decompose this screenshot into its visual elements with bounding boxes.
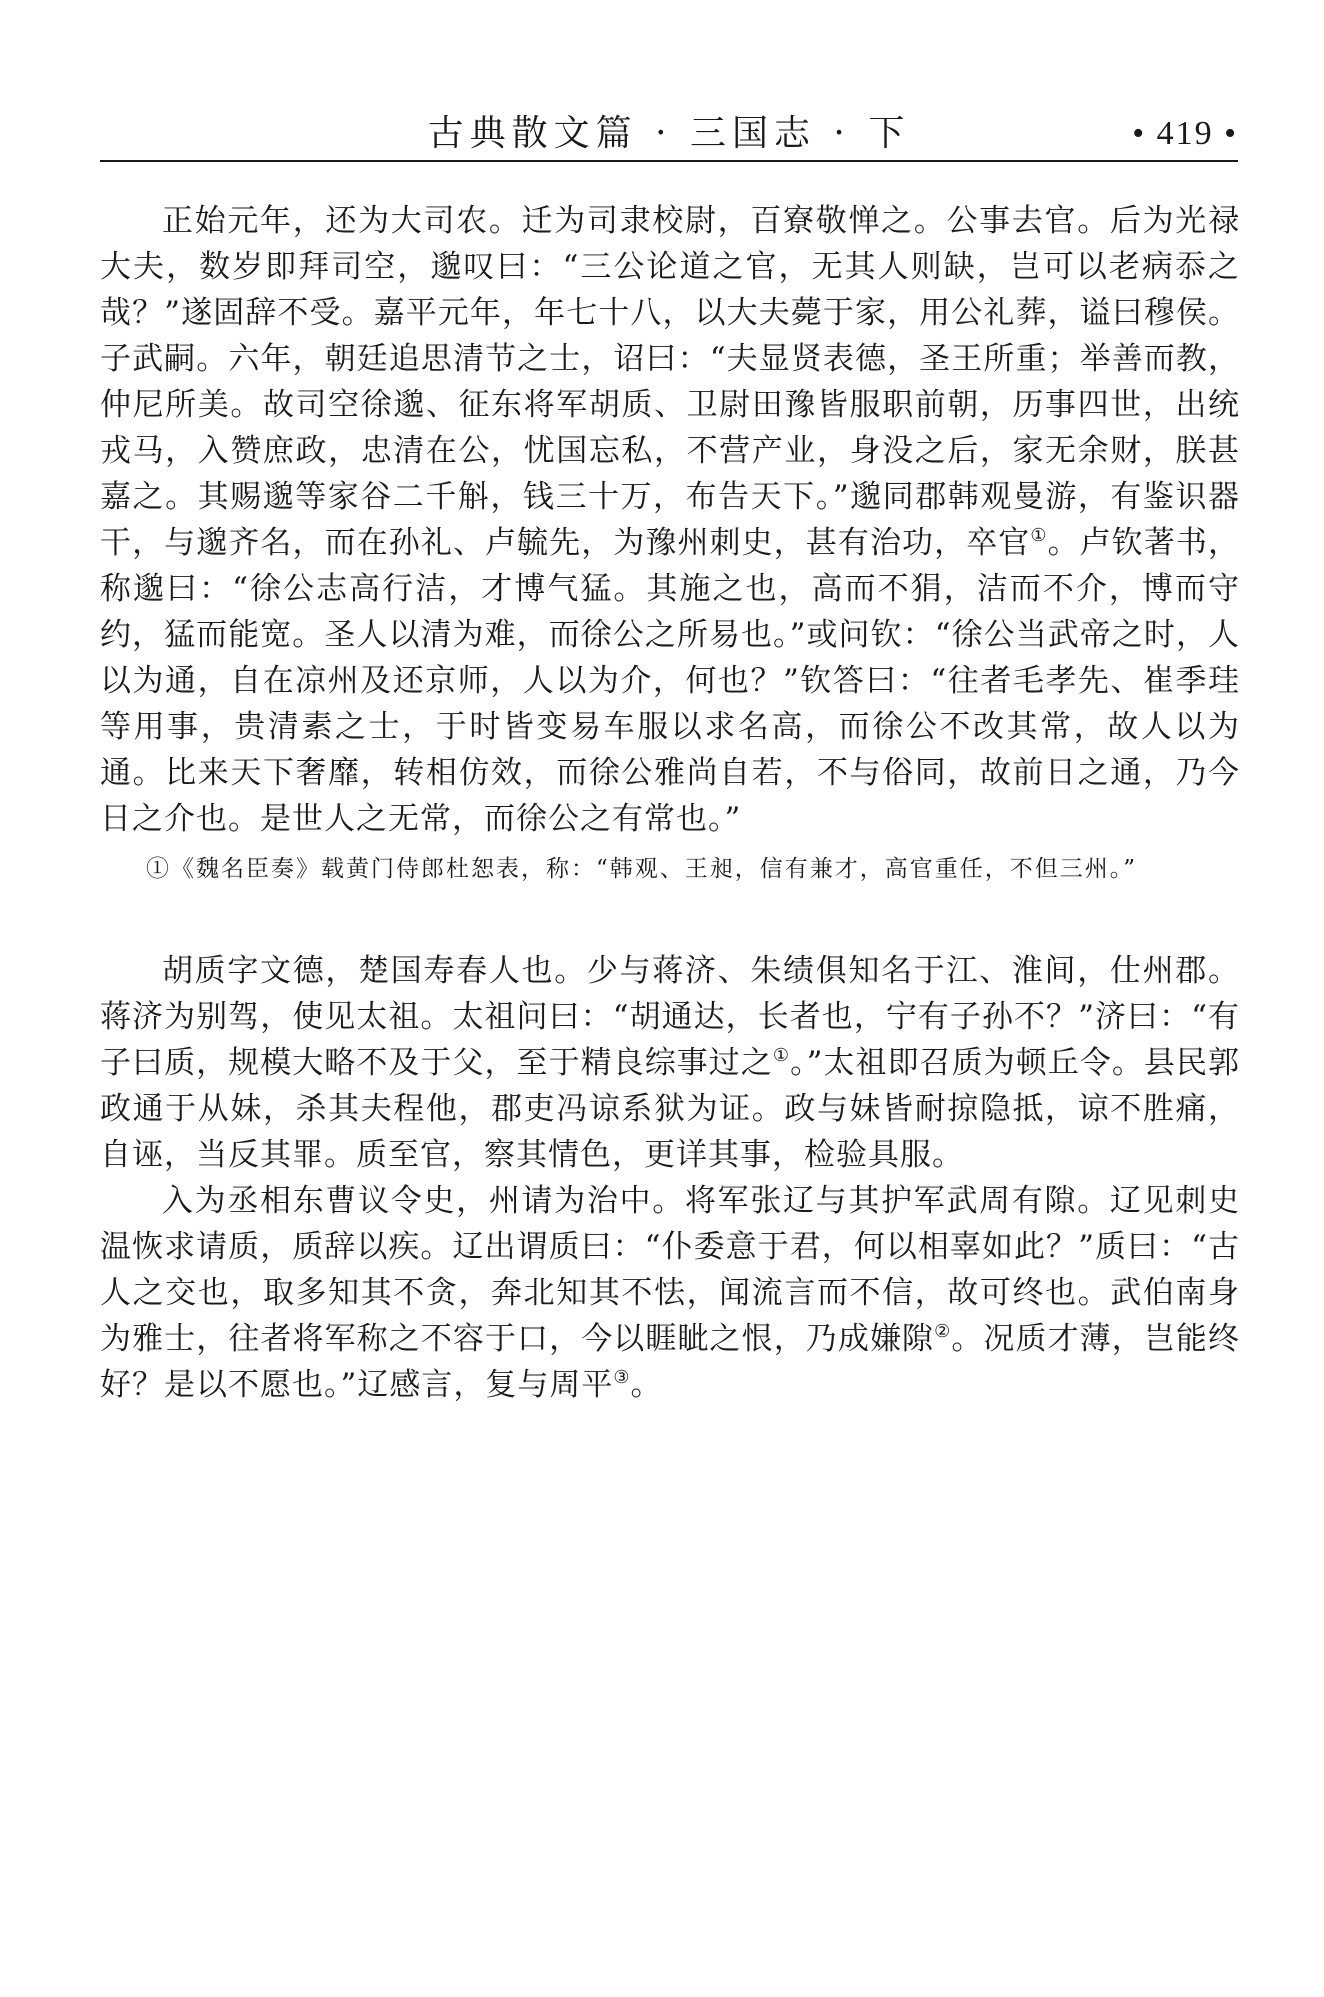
paragraph-xu-miao-biography (100, 198, 1240, 842)
running-header-title: 古典散文篇 · 三国志 · 下 (427, 113, 911, 154)
paragraph-text: 。卢钦著书，称邈曰：“徐公志高行洁，才博气猛。其施之也，高而不狷，洁而不介，博而守约，猛而能宽。圣人以清为难，而徐公之所易也。”或问钦：“徐公当武帝之时，人以为通，自在凉州及还京师，人以为介，何也？”钦答曰：“往者毛孝先、崔季珪等用事，贵清素之士，于时皆变易车服以求名高，而徐公不改其常，故人以为通。比来天下奢靡，转相仿效，而徐公雅尚自若，不与俗同，故前日之通，乃今日之介也。是世人之无常，而徐公之有常也。” (100, 525, 1241, 837)
paragraph-hu-zhi-intro (100, 948, 1240, 1178)
paragraph-text: 胡质字文德，楚国寿春人也。少与蒋济、朱绩俱知名于江、淮间，仕州郡。蒋济为别驾，使见太祖。太祖问曰：“胡通达，长者也，宁有子孙不？”济曰：“有子曰质，规模大略不及于父，至于精良综事过之 (100, 953, 1240, 1081)
footnote-reference: ① (1030, 525, 1048, 546)
section-gap (100, 890, 1240, 948)
footnote-reference: ③ (613, 1367, 631, 1388)
footnote-reference: ② (934, 1321, 952, 1342)
paragraph-text: 。况质才薄，岂能终好？是以不愿也。”辽感言，复与周平 (100, 1321, 1240, 1403)
paragraph-text: 正始元年，还为大司农。迁为司隶校尉，百寮敬惮之。公事去官。后为光禄大夫，数岁即拜司空，邈叹曰：“三公论道之官，无其人则缺，岂可以老病忝之哉？”遂固辞不受。嘉平元年，年七十八，以大夫薨于家，用公礼葬，谥曰穆侯。子武嗣。六年，朝廷追思清节之士，诏曰：“夫显贤表德，圣王所重；举善而教，仲尼所美。故司空徐邈、征东将军胡质、卫尉田豫皆服职前朝，历事四世，出统戎马，入赞庶政，忠清在公，忧国忘私，不营产业，身没之后，家无余财，朕甚嘉之。其赐邈等家谷二千斛，钱三十万，布告天下。”邈同郡韩观曼游，有鉴识器干，与邈齐名，而在孙礼、卢毓先，为豫州刺史，甚有治功，卒官 (100, 203, 1240, 561)
paragraph-zhang-liao (100, 1178, 1240, 1408)
footnote: ①《魏名臣奏》载黄门侍郎杜恕表，称：“韩观、王昶，信有兼才，高官重任，不但三州。” (146, 856, 1138, 882)
body-text (100, 198, 1240, 1408)
paragraph-text: 。”太祖即召质为顿丘令。县民郭政通于从妹，杀其夫程他，郡吏冯谅系狱为证。政与妹皆耐掠隐抵，谅不胜痛，自诬，当反其罪。质至官，察其情色，更详其事，检验具服。 (100, 1045, 1240, 1173)
page-number: • 419 • (1132, 115, 1238, 152)
paragraph-text: 入为丞相东曹议令史，州请为治中。将军张辽与其护军武周有隙。辽见刺史温恢求请质，质辞以疾。辽出谓质曰：“仆委意于君，何以相辜如此？”质曰：“古人之交也，取多知其不贪，奔北知其不怯，闻流言而不信，故可终也。武伯南身为雅士，往者将军称之不容于口，今以睚眦之恨，乃成嫌隙 (100, 1183, 1240, 1357)
running-header (100, 108, 1238, 162)
paragraph-text: 。 (630, 1367, 663, 1403)
footnote-reference: ① (772, 1045, 791, 1066)
